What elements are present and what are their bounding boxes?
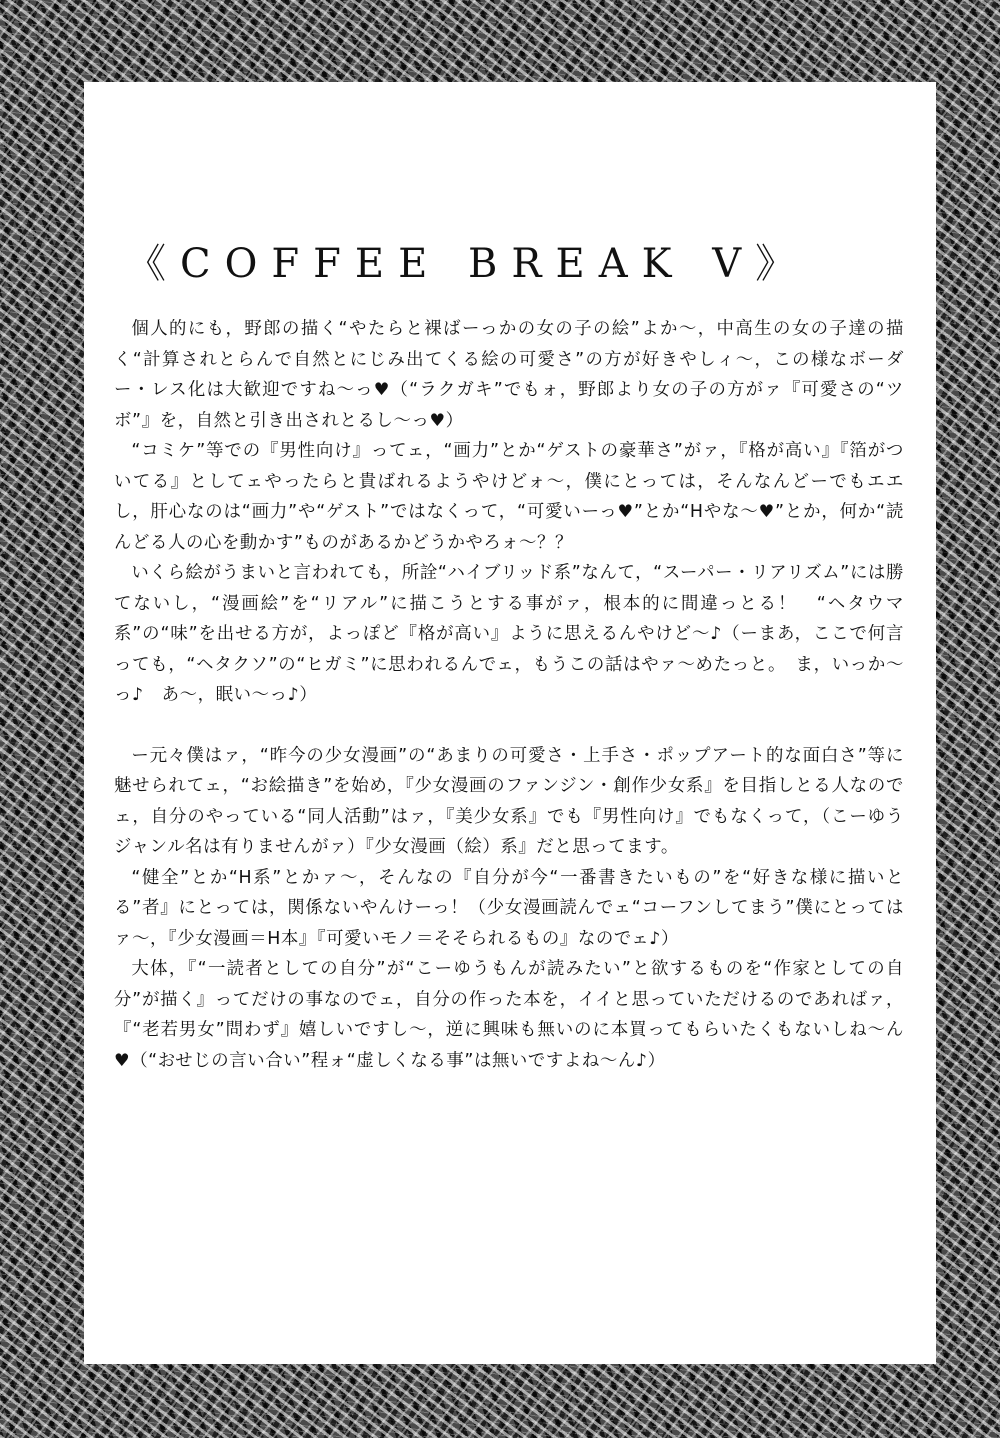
paragraph-2: “コミケ”等での『男性向け』ってェ，“画力”とか“ゲストの豪華さ”がァ，『格が高い』『箔がついてる』としてェやったらと貴ばれるようやけどォ〜，僕にとっては，そんなんどーでもエエし，肝心なのは“画力”や“ゲスト”ではなくって，“可愛いーっ♥”とか“Hやな〜♥”とか，何か“読んどる人の心を動かす”ものがあるかどうかやろォ〜？？ — [114, 441, 904, 553]
paragraph-3: いくら絵がうまいと言われても，所詮“ハイブリッド系”なんて，“スーパー・リアリズム”には勝てないし，“漫画絵”を“リアル”に描こうとする事がァ，根本的に間違っとる！ “ヘタウマ系”の“味”を出せる方が，よっぽど『格が高い』ように思えるんやけど〜♪（ーまあ，ここで何言っても，“ヘタクソ”の“ヒガミ”に思われるんでェ，もうこの話はやァ〜めたっと。 ま，いっか〜っ♪ あ〜，眠い〜っ♪） — [114, 563, 904, 705]
paragraph-5: “健全”とか“H系”とかァ〜，そんなの『自分が今“一番書きたいもの”を“好きな様に描いとる”者』にとっては，関係ないやんけーっ！（少女漫画読んでェ“コーフンしてまう”僕にとってはァ〜，『少女漫画＝H本』『可愛いモノ＝そそられるもの』なのでェ♪） — [114, 867, 904, 949]
essay-body — [114, 314, 904, 1076]
paragraph-1: 個人的にも，野郎の描く“やたらと裸ばーっかの女の子の絵”よか〜，中高生の女の子達の描く“計算されとらんで自然とにじみ出てくる絵の可愛さ”の方が好きやしィ〜，この様なボーダー・レス化は大歓迎ですね〜っ♥（“ラクガキ”でもォ，野郎より女の子の方がァ『可愛さの“ツボ”』を，自然と引き出されとるし〜っ♥） — [114, 319, 904, 431]
paragraph-4: ー元々僕はァ，“昨今の少女漫画”の“あまりの可愛さ・上手さ・ポップアート的な面白さ”等に魅せられてェ，“お絵描き”を始め，『少女漫画のファンジン・創作少女系』を目指しとる人なのでェ，自分のやっている“同人活動”はァ，『美少女系』でも『男性向け』でもなくって，（こーゆうジャンル名は有りませんがァ）『少女漫画（絵）系』だと思ってます。 — [114, 745, 904, 857]
page-title: 《COFFEE BREAK V》 — [126, 241, 810, 287]
page-sheet — [84, 82, 936, 1364]
paragraph-6: 大体，『“一読者としての自分”が“こーゆうもんが読みたい”と欲するものを“作家としての自分”が描く』ってだけの事なのでェ，自分の作った本を，イイと思っていただけるのであればァ，『“老若男女”問わず』嬉しいですし〜，逆に興味も無いのに本買ってもらいたくもないしね〜ん♥（“おせじの言い合い”程ォ“虚しくなる事”は無いですよね〜ん♪） — [114, 959, 904, 1071]
